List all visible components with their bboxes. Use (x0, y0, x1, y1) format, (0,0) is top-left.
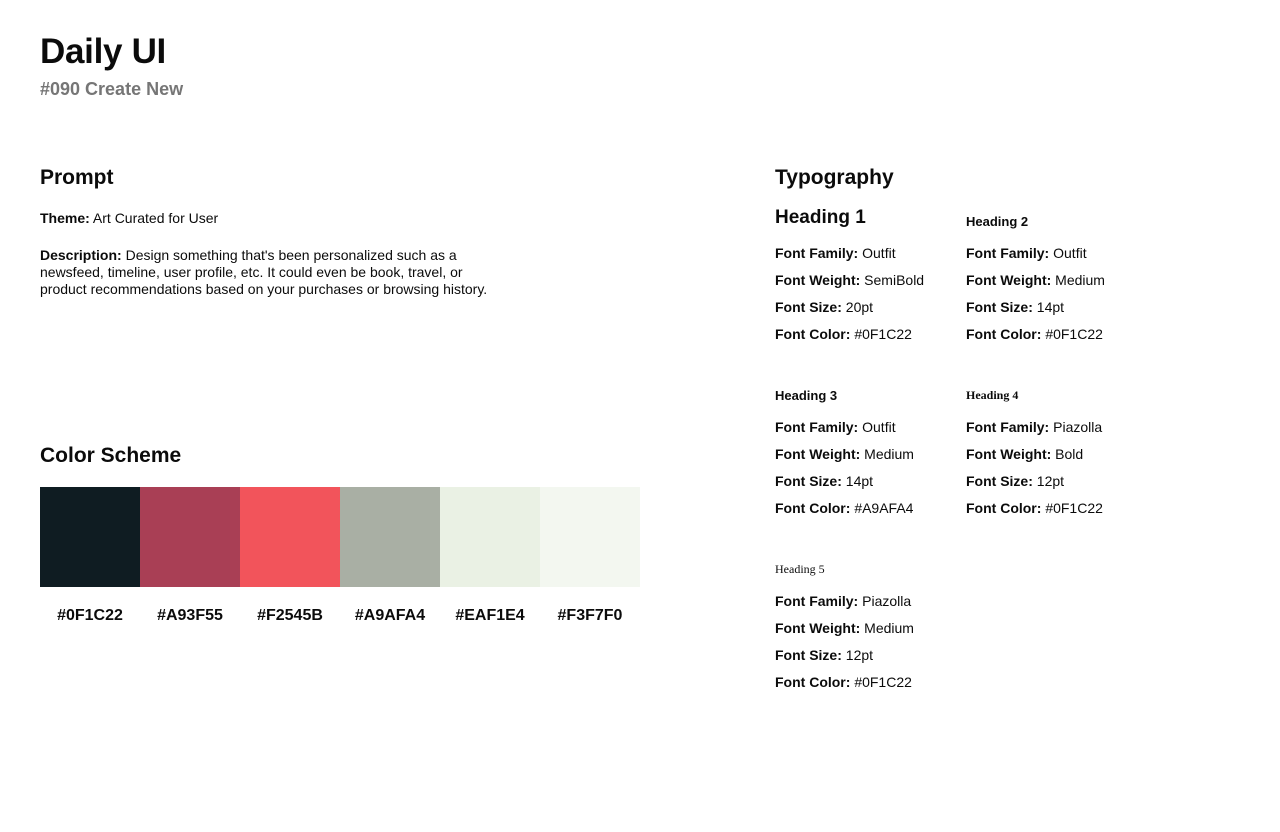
color-swatch (240, 487, 340, 625)
spec-row-family (775, 245, 966, 262)
spec-row-family (775, 419, 966, 436)
spec-value: SemiBold (864, 272, 925, 288)
theme-line (40, 210, 510, 227)
spec-value: 12pt (1036, 473, 1065, 489)
type-sample: Heading 1 (775, 207, 866, 228)
spec-label: Font Size: (775, 299, 842, 315)
spec-label: Font Color: (966, 500, 1042, 516)
spec-value: Medium (864, 446, 914, 462)
spec-value: 12pt (845, 647, 874, 663)
color-chip (540, 487, 640, 587)
spec-row-size (775, 473, 966, 490)
type-spec-grid (775, 207, 1157, 701)
color-swatch (540, 487, 640, 625)
spec-label: Font Color: (775, 500, 851, 516)
page-header (40, 32, 183, 100)
color-hex-label: #EAF1E4 (455, 607, 525, 624)
spec-row-size (966, 473, 1157, 490)
spec-label: Font Family: (775, 419, 859, 435)
type-spec-heading-4 (966, 381, 1157, 527)
spec-value: 20pt (845, 299, 874, 315)
spec-label: Font Weight: (966, 272, 1052, 288)
spec-value: Medium (864, 620, 914, 636)
spec-row-size (966, 299, 1157, 316)
color-hex-label: #0F1C22 (57, 607, 123, 624)
spec-value: #0F1C22 (1045, 500, 1103, 516)
type-spec-heading-3 (775, 381, 966, 527)
spec-value: Piazolla (1053, 419, 1103, 435)
color-swatch (140, 487, 240, 625)
typography-section (775, 165, 1157, 701)
spec-row-family (966, 419, 1157, 436)
spec-value: 14pt (845, 473, 874, 489)
spec-value: 14pt (1036, 299, 1065, 315)
spec-value: #0F1C22 (854, 326, 912, 342)
spec-label: Font Size: (966, 473, 1033, 489)
spec-row-size (775, 299, 966, 316)
spec-row-weight (966, 446, 1157, 463)
typography-heading: Typography (775, 166, 894, 189)
color-hex-label: #F2545B (257, 607, 323, 624)
color-swatch (340, 487, 440, 625)
swatch-row (40, 487, 640, 625)
type-sample: Heading 4 (966, 388, 1019, 402)
spec-row-family (966, 245, 1157, 262)
spec-value: Outfit (862, 419, 896, 435)
color-chip (240, 487, 340, 587)
color-chip (40, 487, 140, 587)
spec-label: Font Weight: (966, 446, 1052, 462)
spec-value: Outfit (862, 245, 896, 261)
spec-row-family (775, 593, 966, 610)
spec-label: Font Color: (966, 326, 1042, 342)
color-swatch (40, 487, 140, 625)
theme-value: Art Curated for User (92, 210, 219, 226)
spec-value: Bold (1055, 446, 1084, 462)
type-sample: Heading 2 (966, 214, 1029, 229)
spec-value: #0F1C22 (854, 674, 912, 690)
prompt-section (40, 165, 510, 298)
prompt-heading: Prompt (40, 166, 114, 189)
spec-label: Font Size: (775, 473, 842, 489)
spec-label: Font Family: (966, 245, 1050, 261)
spec-label: Font Size: (775, 647, 842, 663)
type-sample: Heading 3 (775, 388, 838, 403)
color-swatch (440, 487, 540, 625)
color-chip (340, 487, 440, 587)
spec-value: #0F1C22 (1045, 326, 1103, 342)
color-hex-label: #A93F55 (157, 607, 223, 624)
description-value: Design something that's been personalized such as a newsfeed, timeline, user profile, etc. It could even be book, travel, or product recommendations based on your purchases or browsing history. (40, 247, 488, 297)
color-chip (140, 487, 240, 587)
type-spec-heading-2 (966, 207, 1157, 353)
type-sample: Heading 5 (775, 562, 825, 576)
spec-label: Font Weight: (775, 620, 861, 636)
spec-label: Font Color: (775, 674, 851, 690)
spec-row-color (775, 326, 966, 343)
color-chip (440, 487, 540, 587)
type-spec-heading-1 (775, 207, 966, 353)
spec-row-weight (775, 446, 966, 463)
spec-value: Outfit (1053, 245, 1087, 261)
spec-value: Medium (1055, 272, 1105, 288)
color-hex-label: #A9AFA4 (354, 607, 426, 624)
spec-value: Piazolla (862, 593, 912, 609)
spec-label: Font Size: (966, 299, 1033, 315)
spec-label: Font Family: (966, 419, 1050, 435)
spec-value: #A9AFA4 (854, 500, 914, 516)
spec-row-weight (775, 272, 966, 289)
spec-row-color (966, 326, 1157, 343)
description-line (40, 247, 510, 298)
spec-row-weight (966, 272, 1157, 289)
spec-row-color (775, 500, 966, 517)
spec-row-size (775, 647, 966, 664)
spec-label: Font Color: (775, 326, 851, 342)
theme-label: Theme: (40, 210, 90, 226)
description-label: Description: (40, 247, 122, 263)
color-hex-label: #F3F7F0 (557, 607, 623, 624)
spec-label: Font Family: (775, 245, 859, 261)
page-title: Daily UI (40, 32, 166, 71)
spec-row-color (966, 500, 1157, 517)
type-spec-heading-5 (775, 555, 966, 701)
page-subtitle: #090 Create New (40, 79, 184, 99)
spec-label: Font Weight: (775, 272, 861, 288)
spec-label: Font Family: (775, 593, 859, 609)
spec-row-weight (775, 620, 966, 637)
spec-row-color (775, 674, 966, 691)
color-scheme-section (40, 443, 640, 625)
spec-label: Font Weight: (775, 446, 861, 462)
color-scheme-heading: Color Scheme (40, 444, 182, 467)
